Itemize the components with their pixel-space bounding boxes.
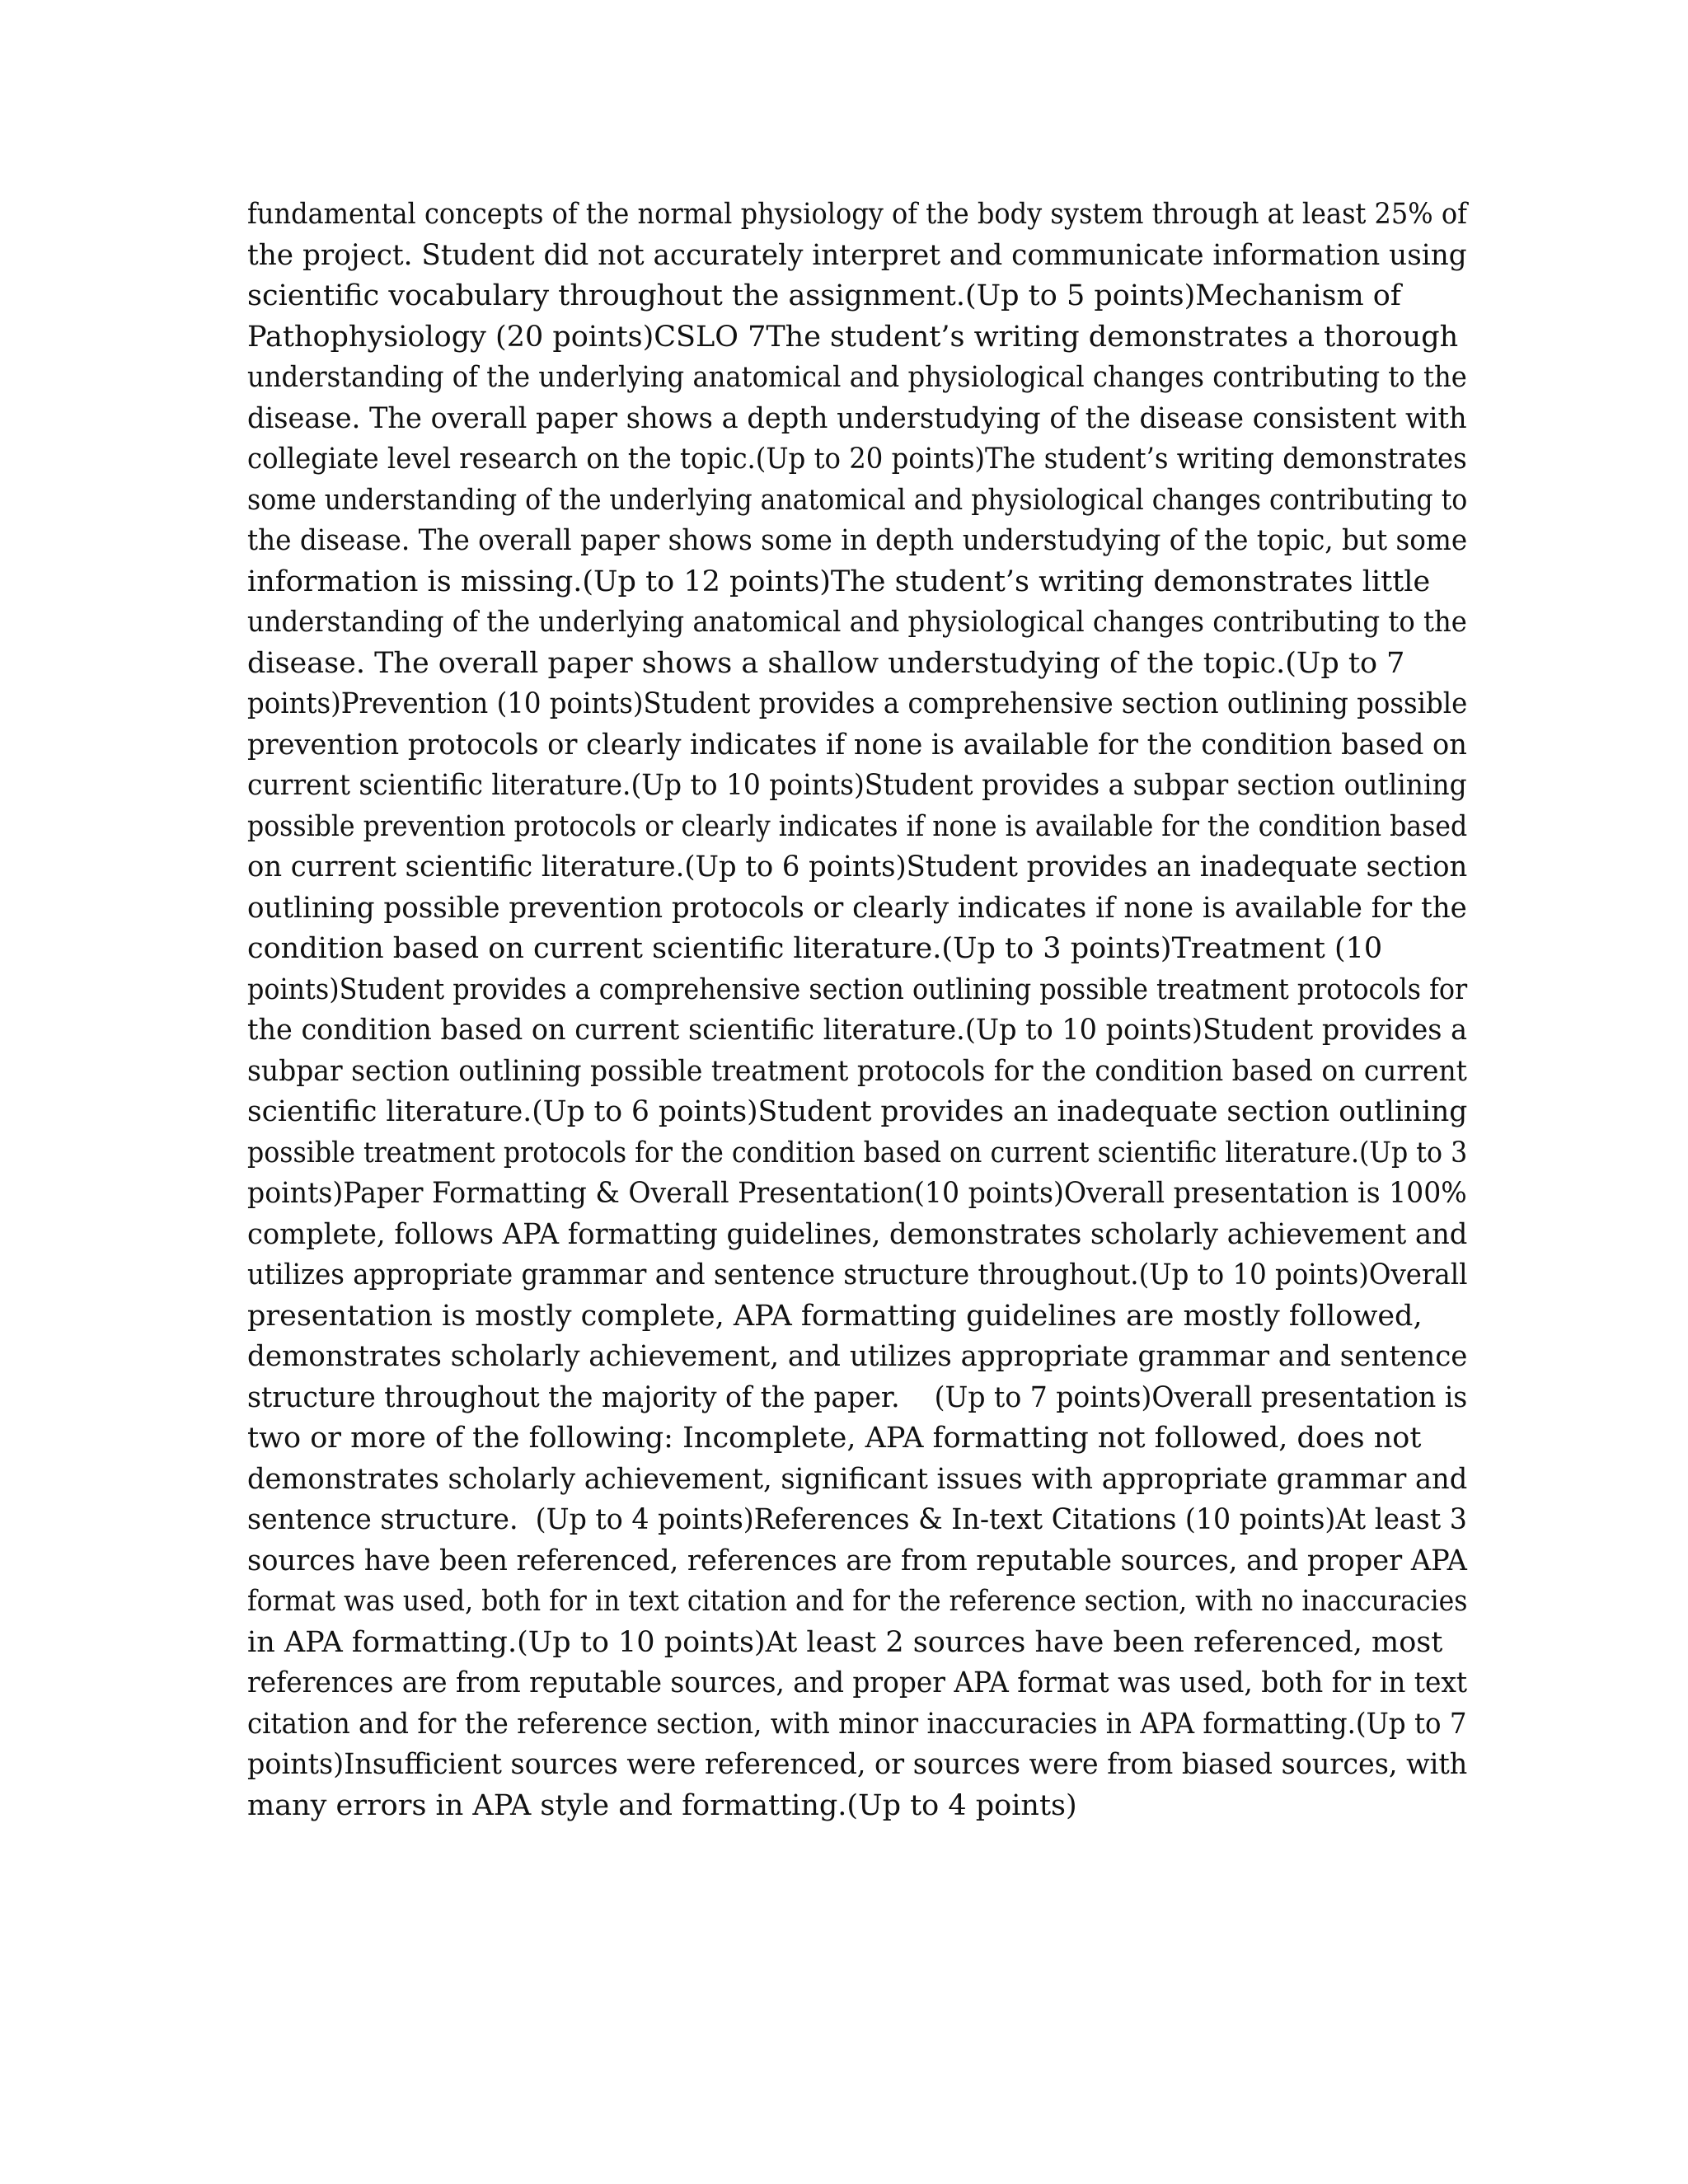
text-line: prevention protocols or clearly indicates if none is available for the condition based on	[247, 728, 1467, 762]
text-line: the disease. The overall paper shows some in depth understudying of the topic, but some	[247, 524, 1468, 557]
text-line: utilizes appropriate grammar and sentence structure throughout.(Up to 10 points)Overall	[247, 1258, 1468, 1291]
text-line: references are from reputable sources, and proper APA format was used, both for in text	[247, 1666, 1468, 1699]
text-line: condition based on current scientific literature.(Up to 3 points)Treatment (10	[247, 932, 1383, 965]
text-line: format was used, both for in text citation and for the reference section, with no inaccuracies	[247, 1585, 1468, 1618]
text-line: subpar section outlining possible treatment protocols for the condition based on current	[247, 1054, 1467, 1088]
text-line: some understanding of the underlying anatomical and physiological changes contributing to	[247, 483, 1468, 517]
text-line: current scientific literature.(Up to 10 points)Student provides a subpar section outlining	[247, 769, 1467, 802]
text-line: understanding of the underlying anatomical and physiological changes contributing to the	[247, 606, 1467, 639]
text-line: citation and for the reference section, with minor inaccuracies in APA formatting.(Up to 7	[247, 1707, 1467, 1741]
text-line: the condition based on current scientific literature.(Up to 10 points)Student provides a	[247, 1014, 1468, 1047]
text-line: two or more of the following: Incomplete, APA formatting not followed, does not	[247, 1422, 1422, 1455]
text-line: scientific vocabulary throughout the assignment.(Up to 5 points)Mechanism of	[247, 279, 1401, 312]
text-line: many errors in APA style and formatting.(Up to 4 points)	[247, 1788, 1077, 1822]
text-line: scientific literature.(Up to 6 points)Student provides an inadequate section outlining	[247, 1095, 1468, 1128]
text-line: fundamental concepts of the normal physiology of the body system through at least 25% of	[247, 198, 1468, 231]
text-line: points)Paper Formatting & Overall Presentation(10 points)Overall presentation is 100%	[247, 1177, 1467, 1210]
text-line: presentation is mostly complete, APA formatting guidelines are mostly followed,	[247, 1299, 1423, 1333]
text-line: sentence structure. (Up to 4 points)References & In-text Citations (10 points)At least 3	[247, 1503, 1467, 1536]
text-line: disease. The overall paper shows a depth understudying of the disease consistent with	[247, 401, 1467, 435]
text-line: on current scientific literature.(Up to 6 points)Student provides an inadequate section	[247, 851, 1468, 883]
text-line: outlining possible prevention protocols or clearly indicates if none is available for the	[247, 891, 1467, 925]
text-line: Pathophysiology (20 points)CSLO 7The student’s writing demonstrates a thorough	[247, 320, 1459, 354]
rubric-text-block	[247, 194, 1467, 1826]
text-line: demonstrates scholarly achievement, significant issues with appropriate grammar and	[247, 1462, 1468, 1496]
text-line: sources have been referenced, references are from reputable sources, and proper APA	[247, 1544, 1467, 1577]
text-line: points)Prevention (10 points)Student provides a comprehensive section outlining possible	[247, 687, 1468, 720]
text-line: structure throughout the majority of the paper. (Up to 7 points)Overall presentation is	[247, 1380, 1468, 1414]
text-line: possible treatment protocols for the condition based on current scientific literature.(Up to 3	[247, 1136, 1468, 1169]
text-line: understanding of the underlying anatomical and physiological changes contributing to the	[247, 361, 1467, 394]
text-line: in APA formatting.(Up to 10 points)At least 2 sources have been referenced, most	[247, 1625, 1443, 1659]
text-line: demonstrates scholarly achievement, and utilizes appropriate grammar and sentence	[247, 1340, 1468, 1373]
text-line: complete, follows APA formatting guidelines, demonstrates scholarly achievement and	[247, 1217, 1468, 1251]
text-line: possible prevention protocols or clearly indicates if none is available for the condition based	[247, 809, 1468, 843]
text-line: collegiate level research on the topic.(Up to 20 points)The student’s writing demonstrates	[247, 443, 1467, 476]
text-line: disease. The overall paper shows a shallow understudying of the topic.(Up to 7	[247, 646, 1405, 680]
text-line: points)Insufficient sources were referenced, or sources were from biased sources, with	[247, 1748, 1468, 1781]
text-line: points)Student provides a comprehensive section outlining possible treatment protocols for	[247, 972, 1468, 1006]
text-line: information is missing.(Up to 12 points)The student’s writing demonstrates little	[247, 565, 1431, 598]
text-line: the project. Student did not accurately interpret and communicate information using	[247, 238, 1467, 272]
